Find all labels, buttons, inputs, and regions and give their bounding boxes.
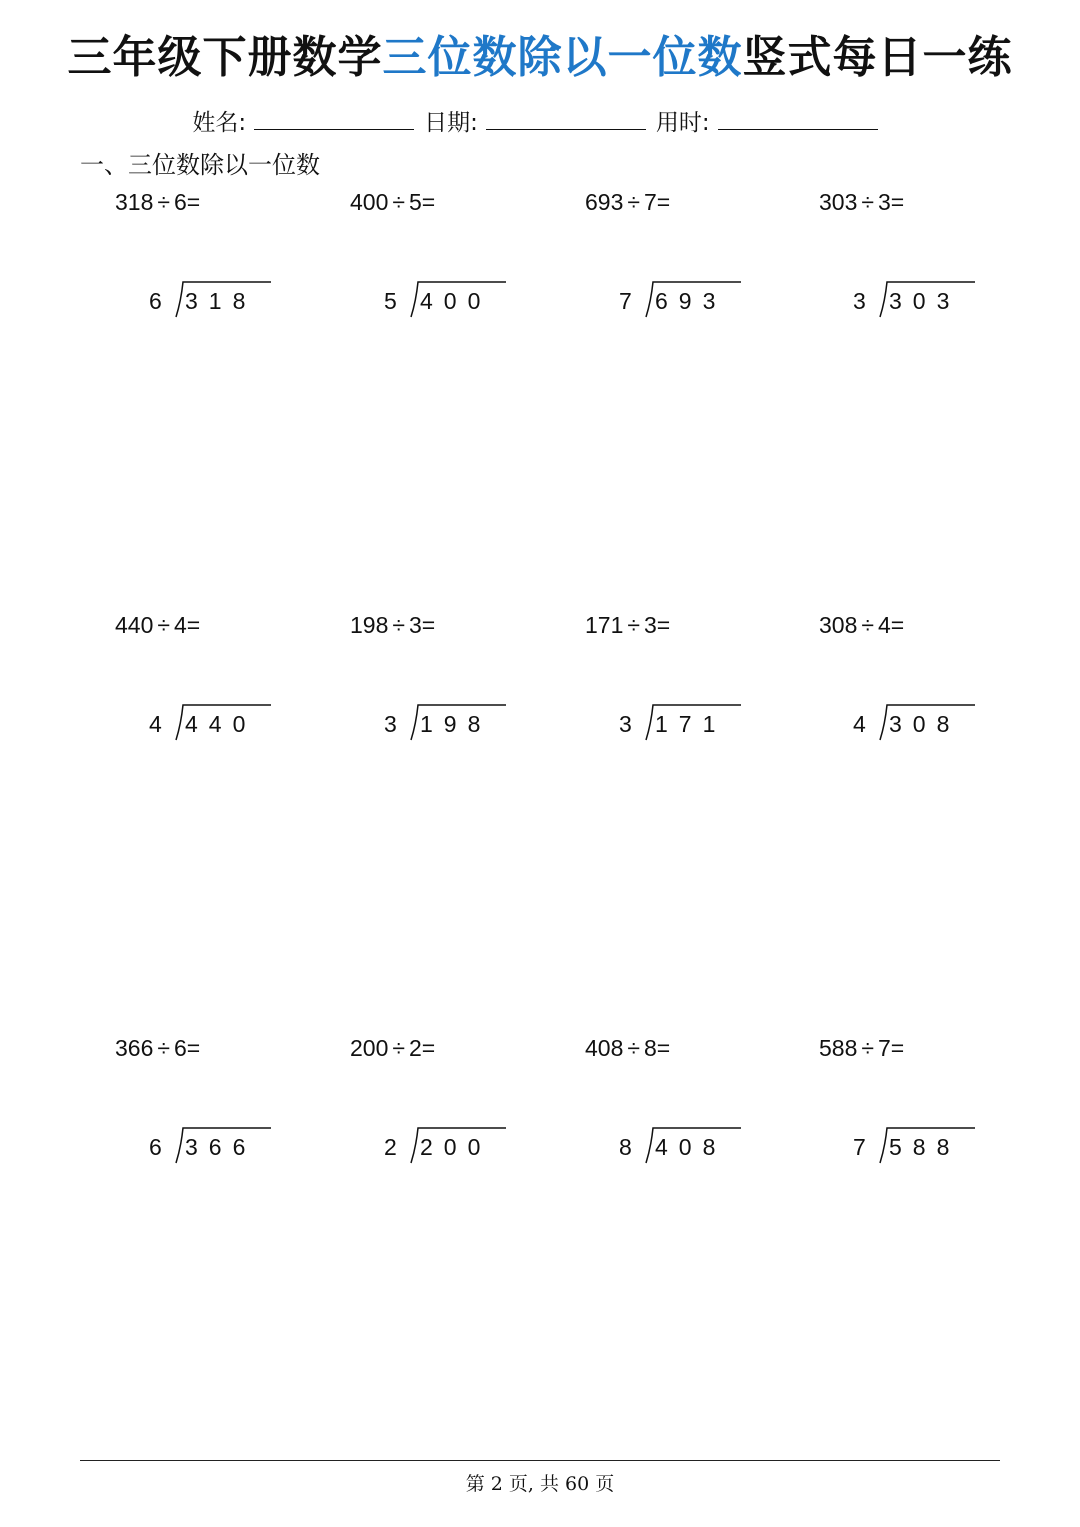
long-division-setup <box>350 700 550 750</box>
dividend-value: 693 <box>585 189 624 215</box>
divisor-value: 6 <box>174 1035 187 1061</box>
date-field <box>424 106 656 140</box>
divisor-value: 4 <box>174 612 187 638</box>
long-division-dividend: 308 <box>889 711 961 737</box>
division-problem <box>585 610 805 750</box>
equals-sign: = <box>890 189 905 215</box>
dividend-value: 303 <box>819 189 858 215</box>
division-problem <box>350 610 570 750</box>
long-division-divisor: 7 <box>619 288 632 314</box>
long-division-divisor: 4 <box>149 711 162 737</box>
long-division-setup <box>350 1123 550 1173</box>
name-blank[interactable] <box>254 109 414 130</box>
divisor-value: 7 <box>644 189 657 215</box>
problem-expression <box>585 187 670 217</box>
divisor-value: 5 <box>409 189 422 215</box>
long-division-setup <box>585 700 785 750</box>
name-field <box>192 106 424 140</box>
equals-sign: = <box>656 189 671 215</box>
problem-expression <box>585 610 670 640</box>
division-problem <box>350 187 570 327</box>
long-division-dividend: 198 <box>420 711 492 737</box>
divide-sign: ÷ <box>627 189 640 215</box>
division-problem <box>115 187 335 327</box>
page-footer: 第 2 页, 共 60 页 <box>465 1473 615 1495</box>
long-division-divisor: 3 <box>853 288 866 314</box>
time-label: 用时: <box>655 110 710 136</box>
long-division-setup <box>819 1123 1019 1173</box>
long-division-setup <box>819 700 1019 750</box>
long-division-dividend: 303 <box>889 288 961 314</box>
long-division-dividend: 171 <box>655 711 727 737</box>
divide-sign: ÷ <box>861 189 874 215</box>
time-blank[interactable] <box>718 109 878 130</box>
problem-expression <box>819 187 904 217</box>
student-info-row <box>0 106 1080 140</box>
name-label: 姓名: <box>192 110 247 136</box>
long-division-setup <box>585 277 785 327</box>
long-division-divisor: 6 <box>149 1134 162 1160</box>
division-problem <box>350 1033 570 1173</box>
equals-sign: = <box>186 1035 201 1061</box>
long-division-dividend: 200 <box>420 1134 492 1160</box>
divisor-value: 3 <box>644 612 657 638</box>
divisor-value: 3 <box>409 612 422 638</box>
footer-divider <box>80 1460 1000 1461</box>
time-field <box>656 106 888 140</box>
division-problem <box>819 1033 1039 1173</box>
dividend-value: 200 <box>350 1035 389 1061</box>
equals-sign: = <box>656 1035 671 1061</box>
divisor-value: 7 <box>878 1035 891 1061</box>
title-highlight: 三位数除以一位数 <box>382 32 743 83</box>
dividend-value: 198 <box>350 612 389 638</box>
long-division-setup <box>115 700 315 750</box>
problem-expression <box>350 187 435 217</box>
long-division-divisor: 6 <box>149 288 162 314</box>
division-problem <box>585 1033 805 1173</box>
date-blank[interactable] <box>486 109 646 130</box>
worksheet-title <box>0 30 1080 86</box>
long-division-setup <box>819 277 1019 327</box>
dividend-value: 440 <box>115 612 154 638</box>
long-division-dividend: 588 <box>889 1134 961 1160</box>
long-division-dividend: 318 <box>185 288 257 314</box>
dividend-value: 408 <box>585 1035 624 1061</box>
divisor-value: 4 <box>878 612 891 638</box>
divide-sign: ÷ <box>627 1035 640 1061</box>
long-division-divisor: 8 <box>619 1134 632 1160</box>
equals-sign: = <box>656 612 671 638</box>
equals-sign: = <box>890 1035 905 1061</box>
long-division-divisor: 3 <box>619 711 632 737</box>
equals-sign: = <box>421 189 436 215</box>
problem-expression <box>115 1033 200 1063</box>
long-division-setup <box>350 277 550 327</box>
divisor-value: 8 <box>644 1035 657 1061</box>
divisor-value: 3 <box>878 189 891 215</box>
long-division-divisor: 7 <box>853 1134 866 1160</box>
divide-sign: ÷ <box>157 189 170 215</box>
long-division-divisor: 2 <box>384 1134 397 1160</box>
divide-sign: ÷ <box>861 612 874 638</box>
dividend-value: 366 <box>115 1035 154 1061</box>
problem-expression <box>585 1033 670 1063</box>
dividend-value: 588 <box>819 1035 858 1061</box>
divide-sign: ÷ <box>392 189 405 215</box>
divisor-value: 2 <box>409 1035 422 1061</box>
equals-sign: = <box>421 612 436 638</box>
divide-sign: ÷ <box>392 612 405 638</box>
equals-sign: = <box>421 1035 436 1061</box>
equals-sign: = <box>186 189 201 215</box>
problem-expression <box>350 610 435 640</box>
divide-sign: ÷ <box>392 1035 405 1061</box>
long-division-dividend: 693 <box>655 288 727 314</box>
dividend-value: 171 <box>585 612 624 638</box>
division-problem <box>115 1033 335 1173</box>
divide-sign: ÷ <box>157 612 170 638</box>
problem-expression <box>115 610 200 640</box>
division-problem <box>115 610 335 750</box>
date-label: 日期: <box>424 110 478 136</box>
long-division-dividend: 408 <box>655 1134 727 1160</box>
division-problem <box>585 187 805 327</box>
equals-sign: = <box>186 612 201 638</box>
problem-expression <box>350 1033 435 1063</box>
long-division-dividend: 400 <box>420 288 492 314</box>
long-division-dividend: 366 <box>185 1134 257 1160</box>
title-part2: 竖式每日一练 <box>742 32 1013 83</box>
equals-sign: = <box>890 612 905 638</box>
long-division-setup <box>585 1123 785 1173</box>
long-division-setup <box>115 277 315 327</box>
divide-sign: ÷ <box>627 612 640 638</box>
title-part1: 三年级下册数学 <box>67 32 383 83</box>
long-division-divisor: 3 <box>384 711 397 737</box>
long-division-divisor: 5 <box>384 288 397 314</box>
problem-expression <box>819 610 904 640</box>
dividend-value: 400 <box>350 189 389 215</box>
section-title: 一、三位数除以一位数 <box>80 151 320 179</box>
long-division-divisor: 4 <box>853 711 866 737</box>
problem-expression <box>819 1033 904 1063</box>
divide-sign: ÷ <box>861 1035 874 1061</box>
dividend-value: 308 <box>819 612 858 638</box>
division-problem <box>819 187 1039 327</box>
long-division-setup <box>115 1123 315 1173</box>
division-problem <box>819 610 1039 750</box>
divisor-value: 6 <box>174 189 187 215</box>
problem-expression <box>115 187 200 217</box>
long-division-dividend: 440 <box>185 711 257 737</box>
dividend-value: 318 <box>115 189 154 215</box>
divide-sign: ÷ <box>157 1035 170 1061</box>
